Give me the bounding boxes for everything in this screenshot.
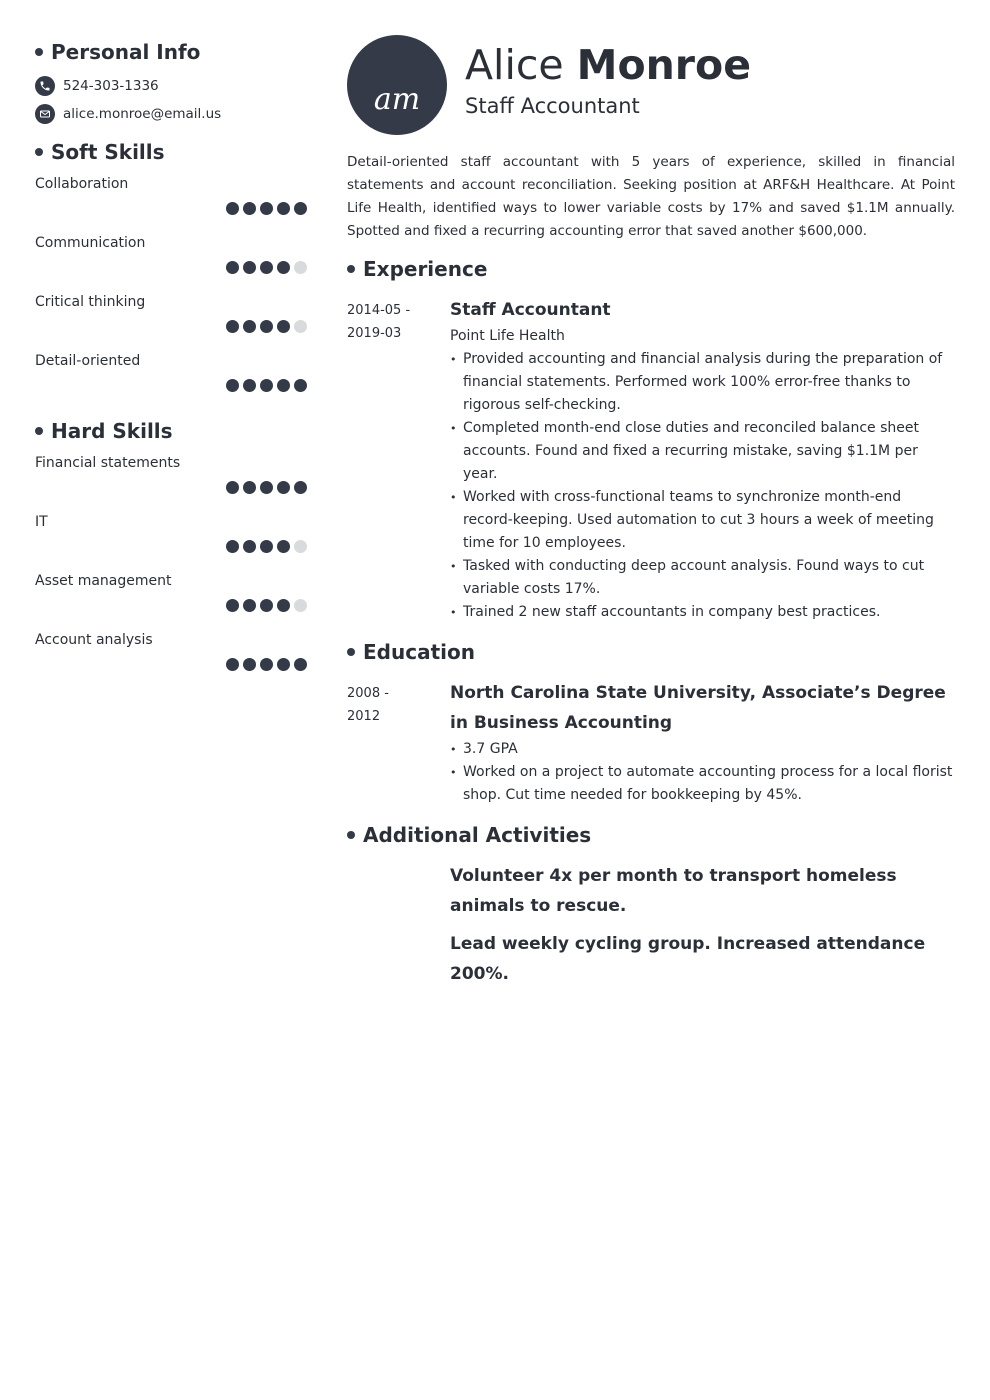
rating-dot-filled — [277, 320, 290, 333]
date-end: 2012 — [347, 709, 381, 724]
rating-dot-filled — [277, 202, 290, 215]
skill-rating — [222, 599, 307, 612]
rating-dot-filled — [260, 379, 273, 392]
bullet-item: • Tasked with conducting deep account analysis. Found ways to cut variable costs 17%. — [450, 555, 955, 601]
rating-dot-filled — [226, 379, 239, 392]
avatar-initials: am — [373, 81, 421, 117]
rating-dot-empty — [294, 261, 307, 274]
skill-row — [35, 294, 307, 353]
education-bullets — [450, 738, 955, 807]
company-name: Point Life Health — [450, 328, 565, 344]
rating-dot-filled — [243, 320, 256, 333]
first-name: Alice — [465, 41, 564, 89]
skill-name: Account analysis — [35, 632, 153, 648]
rating-dot-filled — [277, 379, 290, 392]
skill-row — [35, 176, 307, 235]
main-content — [347, 35, 955, 989]
skill-rating — [222, 320, 307, 333]
skill-name: IT — [35, 514, 48, 530]
skill-name: Financial statements — [35, 455, 181, 471]
experience-dates — [347, 295, 450, 624]
activities-list — [347, 861, 955, 989]
soft-skills-list — [35, 176, 307, 412]
rating-dot-filled — [294, 379, 307, 392]
heading-bullet — [35, 427, 43, 435]
rating-dot-filled — [226, 599, 239, 612]
rating-dot-empty — [294, 599, 307, 612]
education-heading — [347, 638, 955, 666]
rating-dot-filled — [226, 481, 239, 494]
heading-bullet — [35, 48, 43, 56]
bullet-item: • Trained 2 new staff accountants in company best practices. — [450, 601, 955, 624]
email-address[interactable]: alice.monroe@email.us — [63, 106, 222, 122]
skill-rating — [222, 481, 307, 494]
rating-dot-filled — [294, 658, 307, 671]
rating-dot-filled — [243, 481, 256, 494]
heading-bullet — [347, 831, 355, 839]
education-body — [450, 678, 955, 807]
rating-dot-filled — [277, 481, 290, 494]
bullet-item: • Worked with cross-functional teams to synchronize month-end record-keeping. Used automation to cut 3 hours a week of meeting time for 10 employees. — [450, 486, 955, 555]
resume-header — [347, 35, 955, 145]
activities-heading — [347, 821, 955, 849]
avatar — [347, 35, 447, 135]
profile-summary: Detail-oriented staff accountant with 5 years of experience, skilled in financial statements and account reconciliation. Seeking position at ARF&H Healthcare. At Point Life Health, identified ways to lower variable costs by 17% and saved $1.1M annually. Spotted and fixed a recurring accounting error that saved another $600,000. — [347, 154, 955, 239]
email-row — [35, 104, 307, 124]
education-entry — [347, 678, 955, 807]
skill-name: Communication — [35, 235, 146, 251]
heading-bullet — [347, 265, 355, 273]
personal-info-heading — [35, 38, 307, 66]
experience-heading — [347, 255, 955, 283]
personal-info-title: Personal Info — [51, 40, 201, 64]
last-name: Monroe — [576, 41, 752, 89]
rating-dot-filled — [226, 540, 239, 553]
rating-dot-filled — [243, 379, 256, 392]
rating-dot-filled — [226, 202, 239, 215]
rating-dot-filled — [260, 540, 273, 553]
rating-dot-filled — [243, 540, 256, 553]
skill-row — [35, 353, 307, 412]
skill-row — [35, 455, 307, 514]
job-title: Staff Accountant — [465, 94, 640, 118]
education-dates — [347, 678, 450, 807]
skill-row — [35, 514, 307, 573]
hard-skills-heading — [35, 417, 307, 445]
rating-dot-filled — [277, 540, 290, 553]
full-name — [465, 41, 751, 89]
rating-dot-filled — [260, 658, 273, 671]
rating-dot-filled — [277, 599, 290, 612]
experience-title: Experience — [363, 257, 488, 281]
rating-dot-empty — [294, 540, 307, 553]
skill-name: Critical thinking — [35, 294, 146, 310]
rating-dot-filled — [243, 599, 256, 612]
rating-dot-filled — [243, 658, 256, 671]
date-start: 2014-05 - — [347, 303, 411, 318]
bullet-item: • Provided accounting and financial analysis during the preparation of financial statements. Performed work 100% error-free thanks to rigorous self-checking. — [450, 348, 955, 417]
rating-dot-filled — [260, 599, 273, 612]
envelope-icon — [35, 104, 55, 124]
experience-entry — [347, 295, 955, 624]
rating-dot-empty — [294, 320, 307, 333]
heading-bullet — [35, 148, 43, 156]
activities-title: Additional Activities — [363, 823, 592, 847]
skill-rating — [222, 540, 307, 553]
rating-dot-filled — [243, 261, 256, 274]
date-end: 2019-03 — [347, 326, 402, 341]
rating-dot-filled — [226, 658, 239, 671]
rating-dot-filled — [277, 658, 290, 671]
skill-row — [35, 632, 307, 691]
skill-rating — [222, 202, 307, 215]
hard-skills-title: Hard Skills — [51, 419, 173, 443]
experience-bullets — [450, 348, 955, 624]
bullet-item: • Completed month-end close duties and reconciled balance sheet accounts. Found and fixed a recurring mistake, saving $1.1M per year. — [450, 417, 955, 486]
activity-item: Volunteer 4x per month to transport homeless animals to rescue. — [450, 866, 897, 916]
rating-dot-filled — [294, 202, 307, 215]
job-role: Staff Accountant — [450, 300, 611, 320]
skill-rating — [222, 658, 307, 671]
phone-row — [35, 76, 307, 96]
soft-skills-heading — [35, 138, 307, 166]
skill-rating — [222, 261, 307, 274]
bullet-item: • Worked on a project to automate accounting process for a local florist shop. Cut time needed for bookkeeping by 45%. — [450, 761, 955, 807]
experience-body — [450, 295, 955, 624]
skill-rating — [222, 379, 307, 392]
skill-row — [35, 573, 307, 632]
rating-dot-filled — [243, 202, 256, 215]
rating-dot-filled — [260, 481, 273, 494]
name-block — [465, 41, 751, 118]
date-start: 2008 - — [347, 686, 389, 701]
skill-name: Asset management — [35, 573, 172, 589]
skill-row — [35, 235, 307, 294]
hard-skills-list — [35, 455, 307, 691]
heading-bullet — [347, 648, 355, 656]
phone-number[interactable]: 524-303-1336 — [63, 78, 159, 94]
sidebar — [35, 38, 307, 691]
rating-dot-filled — [260, 320, 273, 333]
bullet-item: • 3.7 GPA — [450, 738, 955, 761]
rating-dot-filled — [226, 320, 239, 333]
degree: North Carolina State University, Associate’s Degree in Business Accounting — [450, 683, 946, 733]
skill-name: Collaboration — [35, 176, 129, 192]
rating-dot-filled — [226, 261, 239, 274]
skill-name: Detail-oriented — [35, 353, 141, 369]
rating-dot-filled — [277, 261, 290, 274]
phone-icon — [35, 76, 55, 96]
rating-dot-filled — [294, 481, 307, 494]
soft-skills-title: Soft Skills — [51, 140, 165, 164]
education-title: Education — [363, 640, 475, 664]
activity-item: Lead weekly cycling group. Increased attendance 200%. — [450, 934, 926, 984]
rating-dot-filled — [260, 202, 273, 215]
rating-dot-filled — [260, 261, 273, 274]
